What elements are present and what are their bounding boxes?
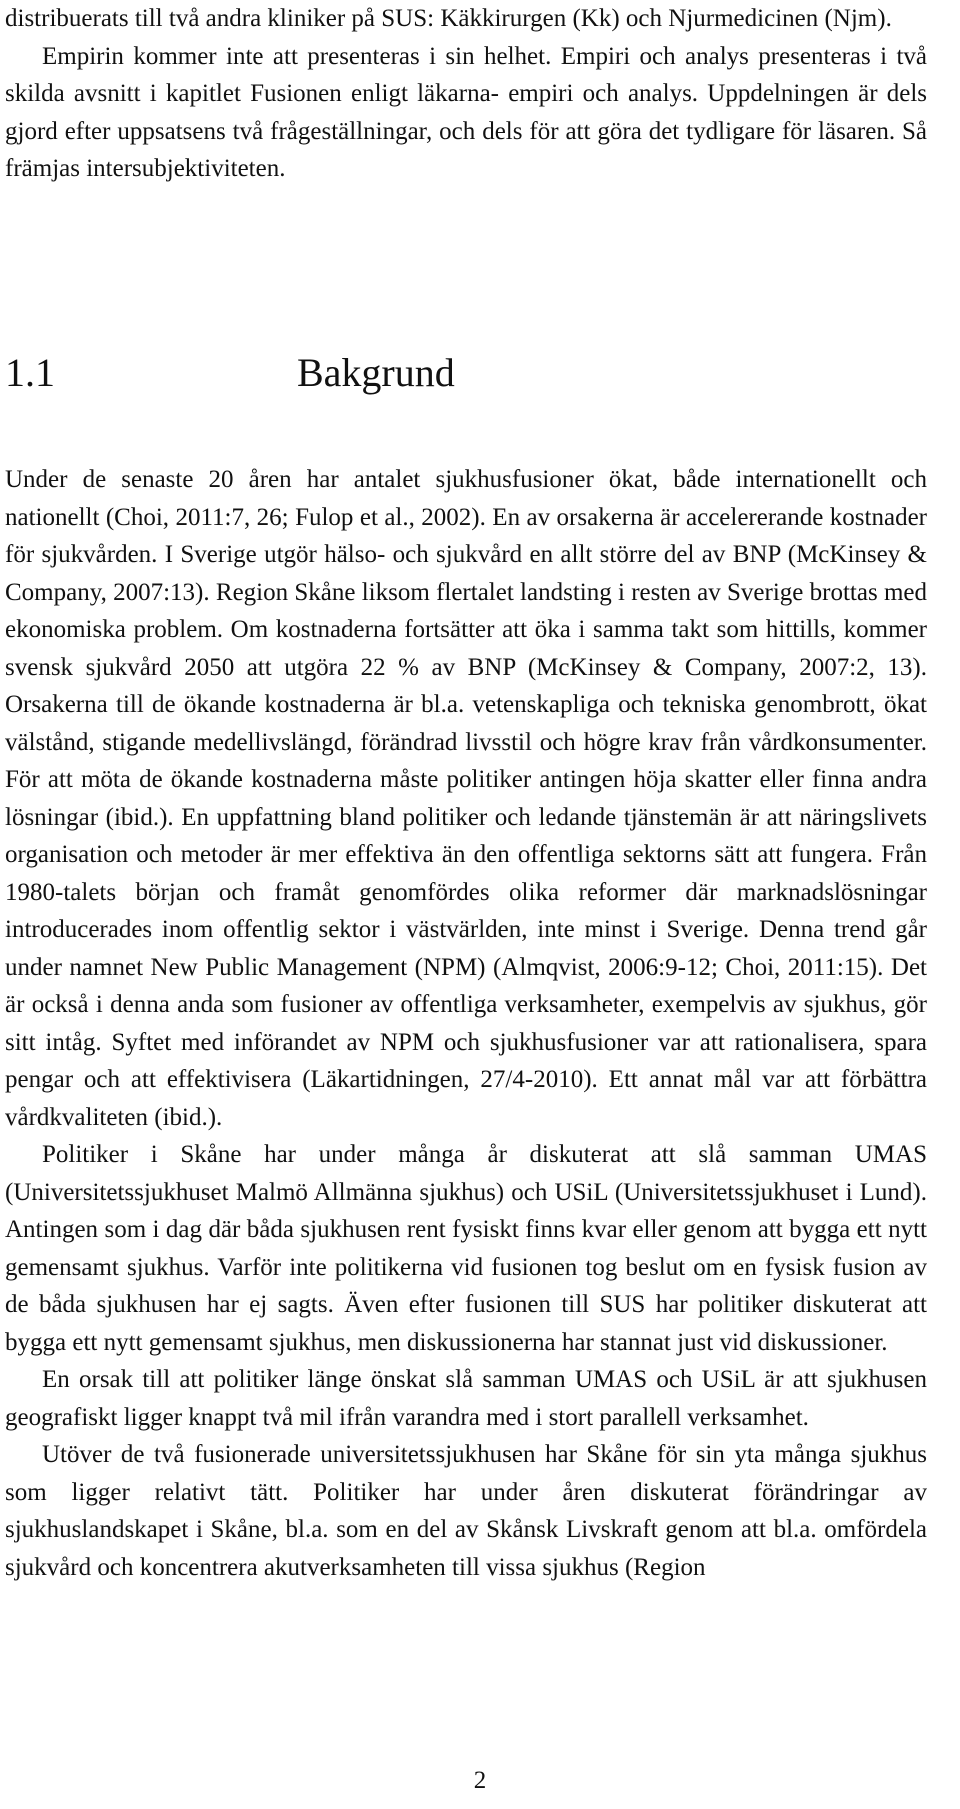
intro-paragraph-1: distribuerats till två andra kliniker på SUS: Käkkirurgen (Kk) och Njurmedicinen (Njm). [5,5,892,32]
section-number: 1.1 [5,350,55,395]
section-title: Bakgrund [297,350,455,395]
body-paragraph-1: Under de senaste 20 åren har antalet sjukhusfusioner ökat, både internationellt och nationellt (Choi, 2011:7, 26; Fulop et al., 2002). En av orsakerna är accelererande kostnader för sjukvården. I Sverige utgör hälso- och sjukvård en allt större del av BNP (McKinsey & Company, 2007:13). Region Skåne liksom flertalet landsting i resten av Sverige brottas med ekonomiska problem. Om kostnaderna fortsätter att öka i samma takt som hittills, kommer svensk sjukvård 2050 att utgöra 22 % av BNP (McKinsey & Company, 2007:2, 13). Orsakerna till de ökande kostnaderna är bl.a. vetenskapliga och tekniska genombrott, ökat välstånd, stigande medellivslängd, förändrad livsstil och högre krav från vårdkonsumenter. För att möta de ökande kostnaderna måste politiker antingen höja skatter eller finna andra lösningar (ibid.). En uppfattning bland politiker och ledande tjänstemän är att näringslivets organisation och metoder är mer effektiva än den offentliga sektorns sätt att fungera. Från 1980-talets början och framåt genomfördes olika reformer där marknadslösningar introducerades inom offentlig sektor i västvärlden, inte minst i Sverige. Denna trend går under namnet New Public Management (NPM) (Almqvist, 2006:9-12; Choi, 2011:15). Det är också i denna anda som fusioner av offentliga verksamheter, exempelvis av sjukhus, gör sitt intåg. Syftet med införandet av NPM och sjukhusfusioner var att rationalisera, spara pengar och att effektivisera (Läkartidningen, 27/4-2010). Ett annat mål var att förbättra vårdkvaliteten (ibid.). [5,466,927,1131]
body-paragraph-2: Politiker i Skåne har under många år diskuterat att slå samman UMAS (Universitetssjukhuset Malmö Allmänna sjukhus) och USiL (Universitetssjukhuset i Lund). Antingen som i dag där båda sjukhusen rent fysiskt finns kvar eller genom att bygga ett nytt gemensamt sjukhus. Varför inte politikerna vid fusionen tog beslut om en fysisk fusion av de båda sjukhusen har ej sagts. Även efter fusionen till SUS har politiker diskuterat att bygga ett nytt gemensamt sjukhus, men diskussionerna har stannat just vid diskussioner. [5,1141,927,1356]
body-paragraph-3: En orsak till att politiker länge önskat slå samman UMAS och USiL är att sjukhusen geografiskt ligger knappt två mil ifrån varandra med i stort parallell verksamhet. [5,1366,927,1431]
section-body [5,461,927,1586]
intro-paragraph-2: Empirin kommer inte att presenteras i sin helhet. Empiri och analys presenteras i två skilda avsnitt i kapitlet Fusionen enligt läkarna- empiri och analys. Uppdelningen är dels gjord efter uppsatsens två frågeställningar, och dels för att göra det tydligare för läsaren. Så främjas intersubjektiviteten. [5,42,927,182]
section-heading [5,349,455,397]
page-number: 2 [473,1767,487,1794]
intro-text [5,0,927,188]
body-paragraph-4: Utöver de två fusionerade universitetssjukhusen har Skåne för sin yta många sjukhus som ligger relativt tätt. Politiker har under åren diskuterat förändringar av sjukhuslandskapet i Skåne, bl.a. som en del av Skånsk Livskraft genom att bl.a. omfördela sjukvård och koncentrera akutverksamheten till vissa sjukhus (Region [5,1441,927,1581]
